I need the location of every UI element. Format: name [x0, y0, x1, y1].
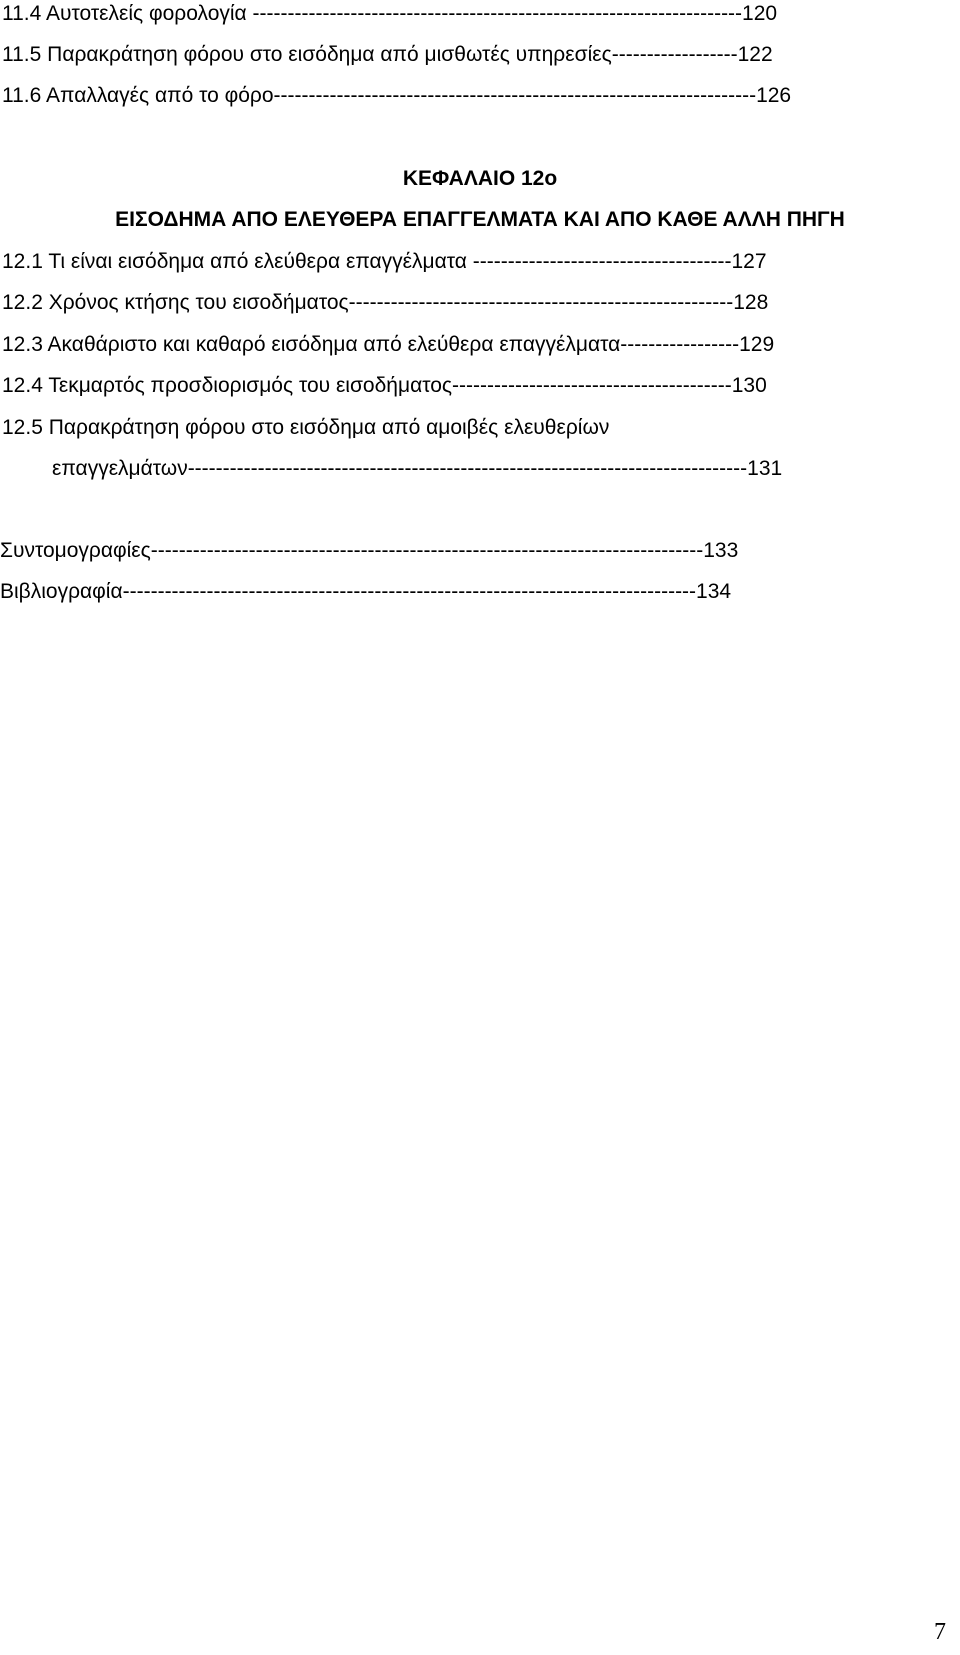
toc-entry-12-4: 12.4 Τεκμαρτός προσδιορισμός του εισοδήματος----------------------------------------130: [2, 374, 767, 397]
toc-entry-12-3: 12.3 Ακαθάριστο και καθαρό εισόδημα από ελεύθερα επαγγέλματα-----------------129: [2, 333, 775, 356]
toc-entry-11-6: 11.6 Απαλλαγές από το φόρο---------------------------------------------------------------------126: [2, 84, 792, 107]
toc-entry-11-4: 11.4 Αυτοτελείς φορολογία ----------------------------------------------------------------------120: [2, 2, 778, 25]
toc-entry-bibliography: Βιβλιογραφία----------------------------------------------------------------------------------134: [0, 580, 732, 603]
chapter-subtitle: ΕΙΣΟΔΗΜΑ ΑΠΟ ΕΛΕΥΘΕΡΑ ΕΠΑΓΓΕΛΜΑΤΑ ΚΑΙ ΑΠΟ ΚΑΘΕ ΑΛΛΗ ΠΗΓΗ: [115, 208, 845, 231]
toc-entry-12-5: 12.5 Παρακράτηση φόρου στο εισόδημα από αμοιβές ελευθερίων: [2, 416, 610, 439]
toc-entry-12-5-continued: επαγγελμάτων--------------------------------------------------------------------------------131: [52, 457, 783, 480]
page-number: 7: [934, 1619, 946, 1645]
toc-entry-12-1: 12.1 Τι είναι εισόδημα από ελεύθερα επαγγέλματα -------------------------------------127: [2, 250, 767, 273]
toc-entry-abbreviations: Συντομογραφίες-------------------------------------------------------------------------------133: [0, 539, 739, 562]
chapter-title: ΚΕΦΑΛΑΙΟ 12ο: [402, 167, 558, 190]
toc-entry-12-2: 12.2 Χρόνος κτήσης του εισοδήματος-------------------------------------------------------128: [2, 291, 769, 314]
toc-entry-11-5: 11.5 Παρακράτηση φόρου στο εισόδημα από μισθωτές υπηρεσίες------------------122: [2, 43, 773, 66]
